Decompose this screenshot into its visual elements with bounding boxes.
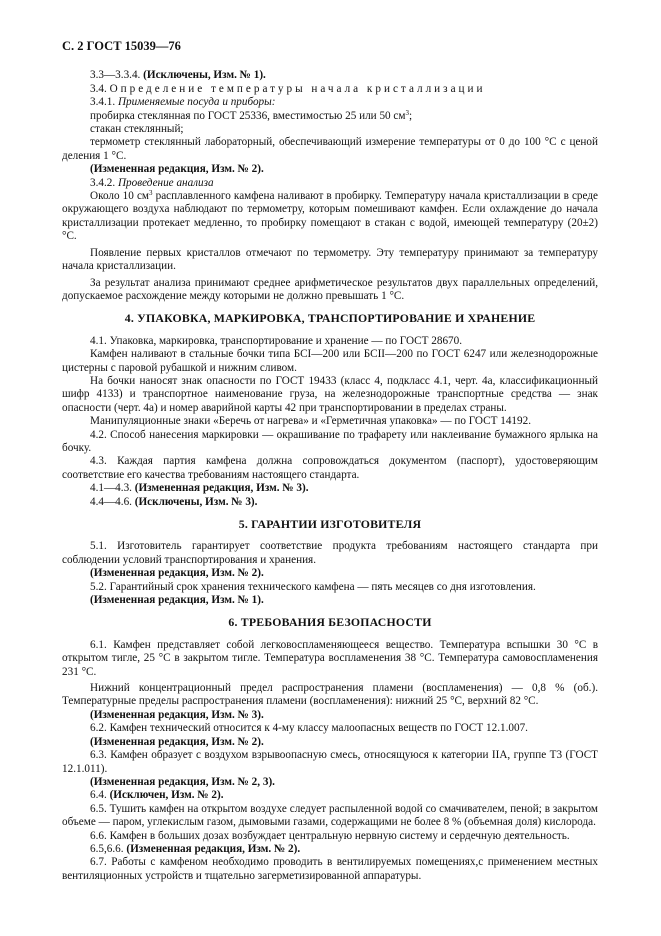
amendment-note: (Измененная редакция, Изм. № 1).	[90, 594, 264, 607]
paragraph	[62, 482, 598, 495]
paragraph	[62, 96, 598, 109]
paragraph	[62, 190, 598, 244]
paragraph: 6.5. Тушить камфен на открытом воздухе следует распыленной водой со смачивателем, пеной; в закрытом объеме — паром, углекислым газом, дымовыми газами, содержащими не более 8 % (объемная доля) кислорода.	[62, 802, 598, 829]
paragraph	[62, 177, 598, 190]
amendment-note: (Измененная редакция, Изм. № 2).	[126, 842, 301, 855]
clause-number: 3.4.	[90, 82, 107, 95]
clause-number: 6.5,6.6.	[90, 842, 124, 855]
amendment-note: (Измененная редакция, Изм. № 2).	[90, 735, 264, 748]
paragraph	[62, 789, 598, 802]
text: ;	[408, 109, 413, 122]
paragraph: 6.2. Камфен технический относится к 4-му классу малоопасных веществ по ГОСТ 12.1.007.	[90, 722, 528, 735]
amendment-note: (Измененная редакция, Изм. № 2, 3).	[90, 775, 275, 788]
page-header: С. 2 ГОСТ 15039—76	[62, 39, 181, 53]
section-3	[62, 69, 598, 303]
superscript: 3	[405, 108, 409, 117]
paragraph: 5.2. Гарантийный срок хранения технического камфена — пять месяцев со дня изготовления.	[90, 580, 536, 593]
paragraph: 6.3. Камфен образует с воздухом взрывоопасную смесь, относящуюся к категории IIA, группе Т3 (ГОСТ 12.1.011).	[62, 749, 598, 775]
paragraph	[62, 69, 598, 82]
paragraph: 4.2. Способ нанесения маркировки — окрашивание по трафарету или наклеивание бумажного ярлыка на бочку.	[62, 428, 598, 454]
paragraph: Манипуляционные знаки «Беречь от нагрева» и «Герметичная упаковка» — по ГОСТ 14192.	[90, 415, 531, 428]
paragraph: 4.1. Упаковка, маркировка, транспортирование и хранение — по ГОСТ 28670.	[90, 334, 463, 347]
subsection-title: Проведение анализа	[117, 176, 214, 189]
section-5	[62, 540, 598, 607]
paragraph: 4.3. Каждая партия камфена должна сопровождаться документом (паспорт), удостоверяющим соответствие его качества требованиям настоящего стандарта.	[62, 455, 598, 481]
text: пробирка стеклянная по ГОСТ 25336, вместимостью 25 или 50 см	[90, 109, 406, 122]
text: расплавленного камфена наливают в пробирку. Температуру начала кристаллизации в среде окружающего воздуха наблюдают по термометру, которым помешивают камфен. Если охлаждение до начала кристаллизации протекает медленно, то пробирку помещают в стакан с водой, имеющей температуру (20±2) °С.	[62, 190, 598, 243]
superscript: 3	[149, 189, 153, 198]
paragraph: термометр стеклянный лабораторный, обеспечивающий измерение температуры от 0 до 100 °С с ценой деления 1 °С.	[62, 136, 598, 162]
amendment-note: (Измененная редакция, Изм. № 2).	[90, 163, 264, 176]
paragraph	[62, 83, 598, 96]
subsection-title: Применяемые посуда и приборы:	[117, 96, 276, 109]
amendment-note: (Измененная редакция, Изм. № 2).	[90, 567, 264, 580]
paragraph	[62, 110, 598, 123]
paragraph: Нижний концентрационный предел распространения пламени (воспламенения) — 0,8 % (об.). Температурные пределы распространения пламени (воспламенения): нижний 25 °С, верхний 82 °С.	[62, 682, 598, 708]
paragraph	[62, 496, 598, 509]
section-4-title: 4. УПАКОВКА, МАРКИРОВКА, ТРАНСПОРТИРОВАНИЕ И ХРАНЕНИЕ	[124, 311, 536, 326]
paragraph: стакан стеклянный;	[90, 123, 184, 136]
document-page	[62, 40, 598, 883]
section-6	[62, 639, 598, 883]
clause-number: 6.4.	[90, 789, 107, 802]
paragraph: 6.7. Работы с камфеном необходимо проводить в вентилируемых помещениях,с применением местных вентиляционных устройств и тщательно загерметизированной аппаратуры.	[62, 856, 598, 882]
clause-number: 3.4.1.	[90, 96, 116, 109]
paragraph: Появление первых кристаллов отмечают по термометру. Эту температуру принимают за температуру начала кристаллизации.	[62, 246, 598, 273]
amendment-note: (Измененная редакция, Изм. № 3).	[90, 708, 264, 721]
clause-number: 3.4.2.	[90, 176, 116, 189]
amendment-note: (Исключен, Изм. № 2).	[109, 789, 224, 802]
clause-number: 3.3—3.3.4.	[90, 69, 141, 82]
paragraph	[62, 843, 598, 856]
section-6-title: 6. ТРЕБОВАНИЯ БЕЗОПАСНОСТИ	[228, 615, 432, 630]
section-4	[62, 335, 598, 509]
text: Около 10 см	[90, 190, 150, 203]
amendment-note: (Исключены, Изм. № 1).	[143, 69, 266, 82]
section-5-title: 5. ГАРАНТИИ ИЗГОТОВИТЕЛЯ	[238, 517, 422, 531]
paragraph: 5.1. Изготовитель гарантирует соответствие продукта требованиям настоящего стандарта при соблюдении условий транспортирования и хранения.	[62, 540, 598, 566]
paragraph: За результат анализа принимают среднее арифметическое результатов двух параллельных определений, допускаемое расхождение между которыми не должно превышать 1 °С.	[62, 276, 598, 302]
clause-number: 4.1—4.3.	[90, 482, 132, 495]
paragraph: 6.6. Камфен в больших дозах возбуждает центральную нервную систему и сердечную деятельность.	[90, 829, 570, 842]
paragraph: На бочки наносят знак опасности по ГОСТ 19433 (класс 4, подкласс 4.1, черт. 4а, классификационный шифр 4133) и транспортное наименование груза, на железнодорожные транспортные средства — знак опасности (черт. 4а) и номер аварийной карты 42 при транспортировании в пределах страны.	[62, 374, 598, 414]
clause-number: 4.4—4.6.	[90, 495, 132, 508]
amendment-note: (Измененная редакция, Изм. № 3).	[134, 482, 309, 495]
subsection-title: Определение температуры начала кристаллизации	[109, 82, 486, 95]
paragraph: Камфен наливают в стальные бочки типа БСI—200 или БСII—200 по ГОСТ 6247 или железнодорожные цистерны с паровой рубашкой и нижним сливом.	[62, 348, 598, 374]
amendment-note: (Исключены, Изм. № 3).	[134, 495, 258, 508]
paragraph: 6.1. Камфен представляет собой легковоспламеняющееся вещество. Температура вспышки 30 °С в открытом тигле, 25 °С в закрытом тигле. Температура воспламенения 38 °С. Температура самовоспламенения 231 °С.	[62, 638, 598, 678]
